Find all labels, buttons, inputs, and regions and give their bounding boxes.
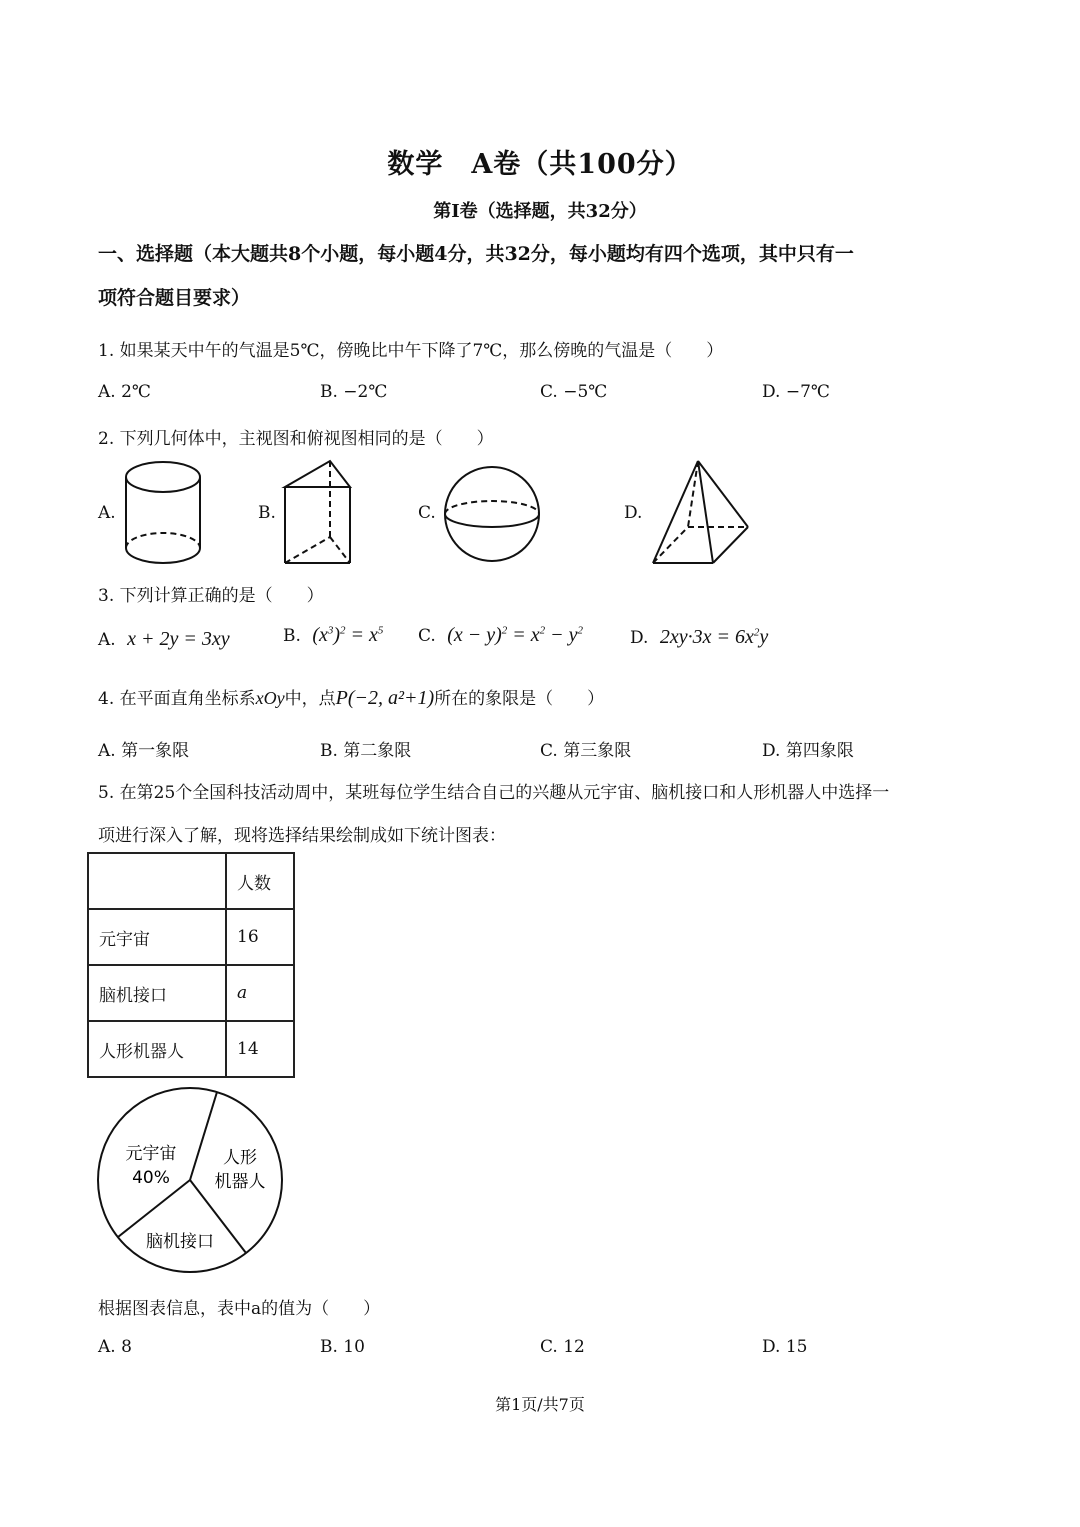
section-heading-line1: 一、选择题（本大题共8个小题，每小题4分，共32分，每小题均有四个选项，其中只有一	[98, 243, 854, 265]
q2-option-b: B.	[258, 503, 276, 523]
question-4: 4. 在平面直角坐标系xOy中，点P(−2, a²+1)所在的象限是（ ）	[98, 687, 605, 709]
q2-option-d: D.	[624, 503, 643, 523]
pie-label-metaverse: 元宇宙	[125, 1144, 177, 1164]
q5-option-c: C. 12	[540, 1337, 585, 1357]
section-heading-line2: 项符合题目要求）	[98, 287, 251, 309]
q1-option-a: A. 2℃	[98, 382, 151, 402]
cylinder-figure	[126, 462, 200, 563]
q3-option-c: C. $(x - y)^2 = x^2 - y^2$	[418, 624, 584, 646]
pie-divider	[118, 1180, 190, 1237]
table-row	[88, 909, 294, 965]
triangular-prism-figure	[285, 461, 350, 563]
q3-option-b-formula: $(x^3)^2 = x^5$	[312, 624, 384, 646]
q4-option-c: C. 第三象限	[540, 741, 632, 761]
table-cell: 元宇宙	[88, 909, 226, 965]
q5-option-b: B. 10	[320, 1337, 365, 1357]
table-header-count: 人数	[226, 853, 294, 909]
page-footer: 第1页/共7页	[495, 1395, 585, 1414]
table-row	[88, 1021, 294, 1077]
table-cell	[88, 853, 226, 909]
section-subtitle: 第Ⅰ卷（选择题，共32分）	[433, 201, 647, 222]
pie-divider	[190, 1092, 217, 1180]
table-row	[88, 965, 294, 1021]
pie-label-robot-line1: 人形	[223, 1148, 257, 1168]
survey-table	[87, 852, 295, 1078]
question-1: 1. 如果某天中午的气温是5℃，傍晚比中午下降了7℃，那么傍晚的气温是（ ）	[98, 341, 724, 361]
pie-label-metaverse-pct: 40%	[132, 1168, 170, 1188]
q3-option-a-formula: x + 2y = 3xy	[127, 628, 230, 650]
table-cell: a	[226, 965, 294, 1021]
sphere-figure	[445, 467, 539, 561]
q1-option-b: B. −2℃	[320, 382, 388, 402]
q3-option-b: B. $(x^3)^2 = x^5$	[283, 624, 384, 646]
pie-label-bci: 脑机接口	[146, 1232, 214, 1252]
q3-option-d: D. $2xy\cdot 3x = 6x^2y$	[630, 626, 769, 648]
table-row	[88, 853, 294, 909]
question-5-line1: 5. 在第25个全国科技活动周中，某班每位学生结合自己的兴趣从元宇宙、脑机接口和人形机器人中选择一	[98, 783, 890, 803]
table-cell: 脑机接口	[88, 965, 226, 1021]
q4-option-d: D. 第四象限	[762, 741, 854, 761]
q1-option-c: C. −5℃	[540, 382, 608, 402]
question-2: 2. 下列几何体中，主视图和俯视图相同的是（ ）	[98, 429, 494, 449]
question-5-prompt: 根据图表信息，表中a的值为（ ）	[98, 1299, 381, 1319]
geometry-figures	[0, 0, 1080, 600]
q5-option-a: A. 8	[98, 1337, 132, 1357]
q4-option-a: A. 第一象限	[98, 741, 190, 761]
table-cell: 16	[226, 909, 294, 965]
pie-label-robot-line2: 机器人	[214, 1172, 266, 1192]
table-cell: 14	[226, 1021, 294, 1077]
q3-option-c-formula: $(x - y)^2 = x^2 - y^2$	[447, 624, 584, 646]
q2-option-c: C.	[418, 503, 436, 523]
q3-option-d-formula: $2xy\cdot 3x = 6x^2y$	[659, 626, 769, 648]
q1-option-d: D. −7℃	[762, 382, 830, 402]
question-3: 3. 下列计算正确的是（ ）	[98, 586, 324, 606]
pie-chart	[90, 1085, 300, 1275]
q2-option-a: A.	[98, 503, 116, 523]
page-title: 数学 A卷（共100分）	[387, 149, 693, 180]
q5-option-d: D. 15	[762, 1337, 808, 1357]
pyramid-figure	[653, 461, 748, 563]
q4-option-b: B. 第二象限	[320, 741, 412, 761]
q3-option-a: A. x + 2y = 3xy	[98, 628, 230, 650]
table-cell: 人形机器人	[88, 1021, 226, 1077]
question-5-line2: 项进行深入了解，现将选择结果绘制成如下统计图表：	[98, 826, 506, 846]
